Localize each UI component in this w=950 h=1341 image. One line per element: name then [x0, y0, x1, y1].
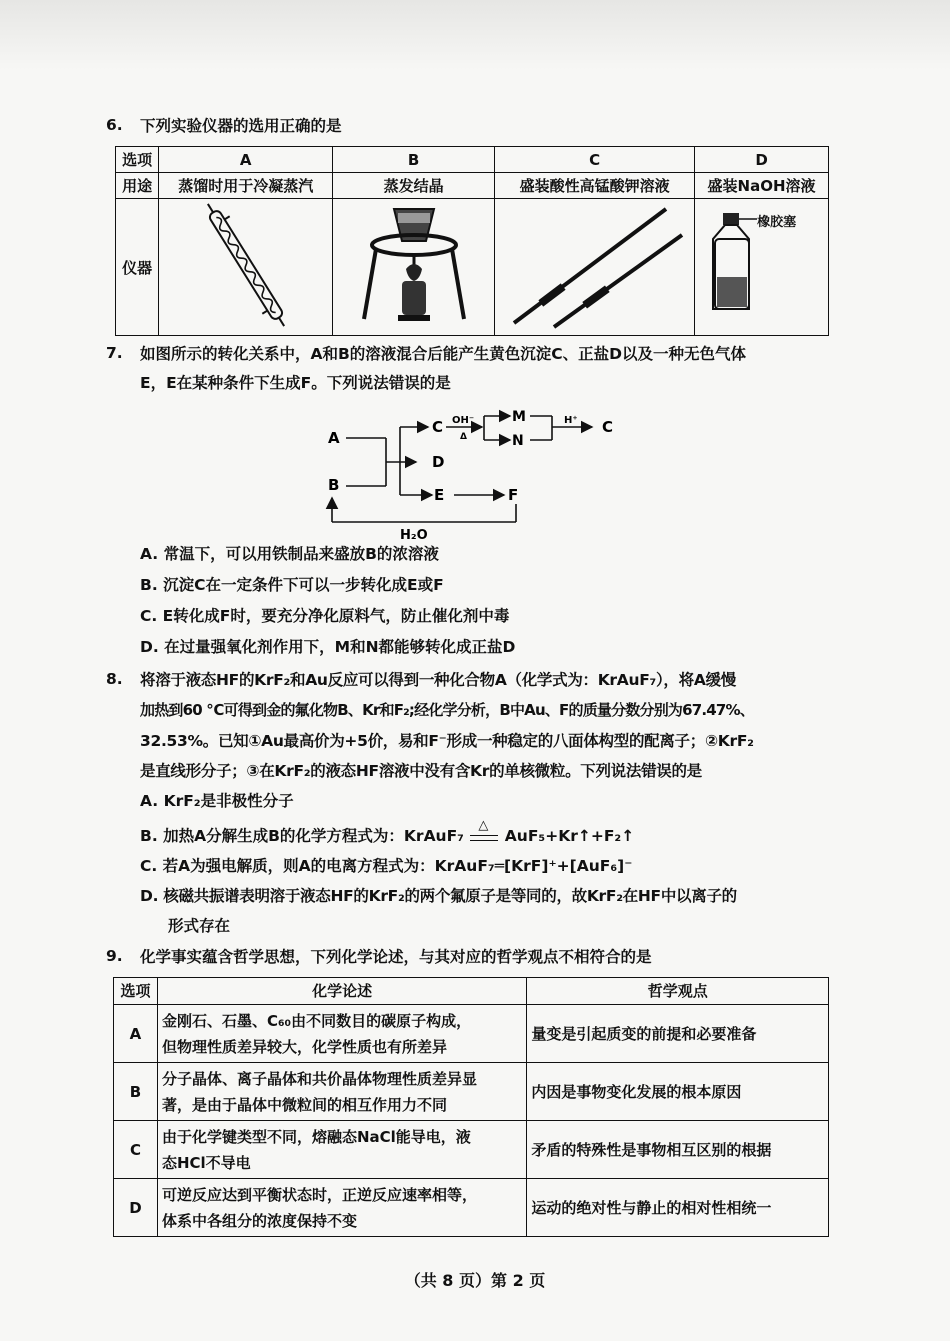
q9-header-option: 选项	[114, 978, 158, 1005]
q8-choice-b-arrow	[469, 818, 499, 846]
diagram-delta-label: Δ	[460, 432, 467, 442]
q8-choice-c: C. 若A为强电解质，则A的电离方程式为：KrAuF₇═[KrF]⁺+[AuF₆]⁻	[140, 857, 633, 875]
q9-number: 9.	[106, 947, 123, 965]
q8-choice-b-prefix: B. 加热A分解生成B的化学方程式为：KrAuF₇	[140, 827, 464, 845]
q9-row-c-line2: 态HCl不导电	[161, 1153, 251, 1172]
q8-line3: 32.53%。已知①Au最高价为+5价，易和F⁻形成一种稳定的八面体构型的配离子；②KrF₂	[140, 732, 754, 750]
q9-row-c-option: C	[114, 1121, 158, 1179]
q6-apparatus-d	[695, 199, 829, 336]
q6-header-apparatus: 仪器	[116, 199, 159, 336]
burette-icon	[496, 199, 694, 331]
diagram-M: M	[512, 409, 526, 425]
diagram-h-label: H⁺	[564, 415, 578, 426]
diagram-F: F	[508, 486, 519, 504]
page-footer: （共 8 页）第 2 页	[404, 1271, 546, 1290]
q9-row-b-statement	[157, 1063, 526, 1121]
table-row	[114, 1121, 829, 1179]
q8-choice-b	[140, 818, 635, 846]
q6-header-option: 选项	[116, 147, 159, 173]
q6-use-c: 盛装酸性高锰酸钾溶液	[495, 173, 695, 199]
table-row	[114, 1005, 829, 1063]
q7-choice-c: C. E转化成F时，要充分净化原料气，防止催化剂中毒	[140, 607, 510, 625]
q7-choice-b: B. 沉淀C在一定条件下可以一步转化成E或F	[140, 576, 444, 594]
q9-row-a-view: 量变是引起质变的前提和必要准备	[527, 1005, 829, 1063]
q6-use-d: 盛装NaOH溶液	[695, 173, 829, 199]
q7-number: 7.	[106, 344, 123, 362]
q9-row-d-statement	[157, 1179, 526, 1237]
diagram-C-product: C	[602, 418, 614, 436]
q6-option-d: D	[695, 147, 829, 173]
q6-stem: 下列实验仪器的选用正确的是	[140, 117, 342, 135]
q8-equal-sign	[470, 835, 498, 841]
q6-apparatus-c	[495, 199, 695, 336]
q9-row-b-view: 内因是事物变化发展的根本原因	[527, 1063, 829, 1121]
q9-row-d-option: D	[114, 1179, 158, 1237]
q9-row-a-line1: 金刚石、石墨、C₆₀由不同数目的碳原子构成，	[161, 1011, 472, 1030]
q6-use-a: 蒸馏时用于冷凝蒸汽	[159, 173, 333, 199]
q6-apparatus-b	[333, 199, 495, 336]
scan-top-shadow	[0, 0, 950, 70]
q8-line1: 将溶于液态HF的KrF₂和Au反应可以得到一种化合物A（化学式为：KrAuF₇），将A缓慢	[140, 671, 736, 689]
q9-row-a-line2: 但物理性质差异较大，化学性质也有所差异	[161, 1037, 447, 1056]
condenser-icon	[161, 199, 331, 331]
q6-apparatus-a	[159, 199, 333, 336]
diagram-B: B	[328, 476, 340, 494]
q8-choice-d-line2: 形式存在	[168, 917, 231, 935]
q6-number: 6.	[106, 116, 123, 134]
q9-row-c-view: 矛盾的特殊性是事物相互区别的根据	[527, 1121, 829, 1179]
q9-header-statement: 化学论述	[157, 978, 526, 1005]
diagram-D: D	[432, 453, 445, 471]
q9-row-c-statement	[157, 1121, 526, 1179]
q7-stem-line2: E，E在某种条件下生成F。下列说法错误的是	[140, 374, 451, 392]
q6-table	[115, 146, 829, 336]
q8-number: 8.	[106, 670, 123, 688]
q7-choice-d: D. 在过量强氧化剂作用下，M和N都能够转化成正盐D	[140, 638, 516, 656]
q7-stem-line1: 如图所示的转化关系中，A和B的溶液混合后能产生黄色沉淀C、正盐D以及一种无色气体	[140, 345, 747, 363]
q9-row-d-line1: 可逆反应达到平衡状态时，正逆反应速率相等，	[161, 1185, 477, 1204]
rubber-stopper-label: 橡胶塞	[757, 215, 797, 230]
q9-row-b-line1: 分子晶体、离子晶体和共价晶体物理性质差异显	[161, 1069, 477, 1088]
table-row	[114, 1063, 829, 1121]
q9-stem: 化学事实蕴含哲学思想，下列化学论述，与其对应的哲学观点不相符合的是	[140, 948, 652, 966]
diagram-A: A	[328, 429, 340, 447]
q9-row-d-line2: 体系中各组分的浓度保持不变	[161, 1211, 357, 1230]
diagram-C: C	[432, 418, 444, 436]
q9-row-b-option: B	[114, 1063, 158, 1121]
q9-row-b-line2: 著，是由于晶体中微粒间的相互作用力不同	[161, 1095, 447, 1114]
table-row	[114, 1179, 829, 1237]
q8-choice-b-suffix: AuF₅+Kr↑+F₂↑	[504, 827, 635, 845]
q9-row-d-view: 运动的绝对性与静止的相对性相统一	[527, 1179, 829, 1237]
diagram-oh-label: OH⁻	[452, 415, 475, 426]
q9-row-a-option: A	[114, 1005, 158, 1063]
q8-line4: 是直线形分子；③在KrF₂的液态HF溶液中没有含Kr的单核微粒。下列说法错误的是	[140, 762, 702, 780]
q6-option-b: B	[333, 147, 495, 173]
diagram-E: E	[434, 486, 445, 504]
q8-choice-a: A. KrF₂是非极性分子	[140, 792, 294, 810]
q6-use-b: 蒸发结晶	[333, 173, 495, 199]
q9-header-view: 哲学观点	[527, 978, 829, 1005]
q7-choice-a: A. 常温下，可以用铁制品来盛放B的浓溶液	[140, 545, 439, 563]
q8-line2: 加热到60 ℃可得到金的氟化物B、Kr和F₂;经化学分析，B中Au、F的质量分数分别为67.47%、	[140, 701, 754, 719]
q6-option-c: C	[495, 147, 695, 173]
q6-header-use: 用途	[116, 173, 159, 199]
diagram-water-label: H₂O	[400, 528, 428, 543]
q9-row-a-statement	[157, 1005, 526, 1063]
q9-table	[113, 977, 829, 1237]
evaporating-dish-on-tripod-icon	[334, 199, 494, 331]
q6-option-a: A	[159, 147, 333, 173]
diagram-N: N	[512, 433, 524, 449]
q8-choice-d-line1: D. 核磁共振谱表明溶于液态HF的KrF₂的两个氟原子是等同的，故KrF₂在HF中以离子的	[140, 887, 737, 905]
q7-conversion-diagram	[320, 400, 640, 545]
q9-row-c-line1: 由于化学键类型不同，熔融态NaCl能导电，液	[161, 1127, 471, 1146]
q8-choice-b-delta: △	[478, 818, 489, 833]
